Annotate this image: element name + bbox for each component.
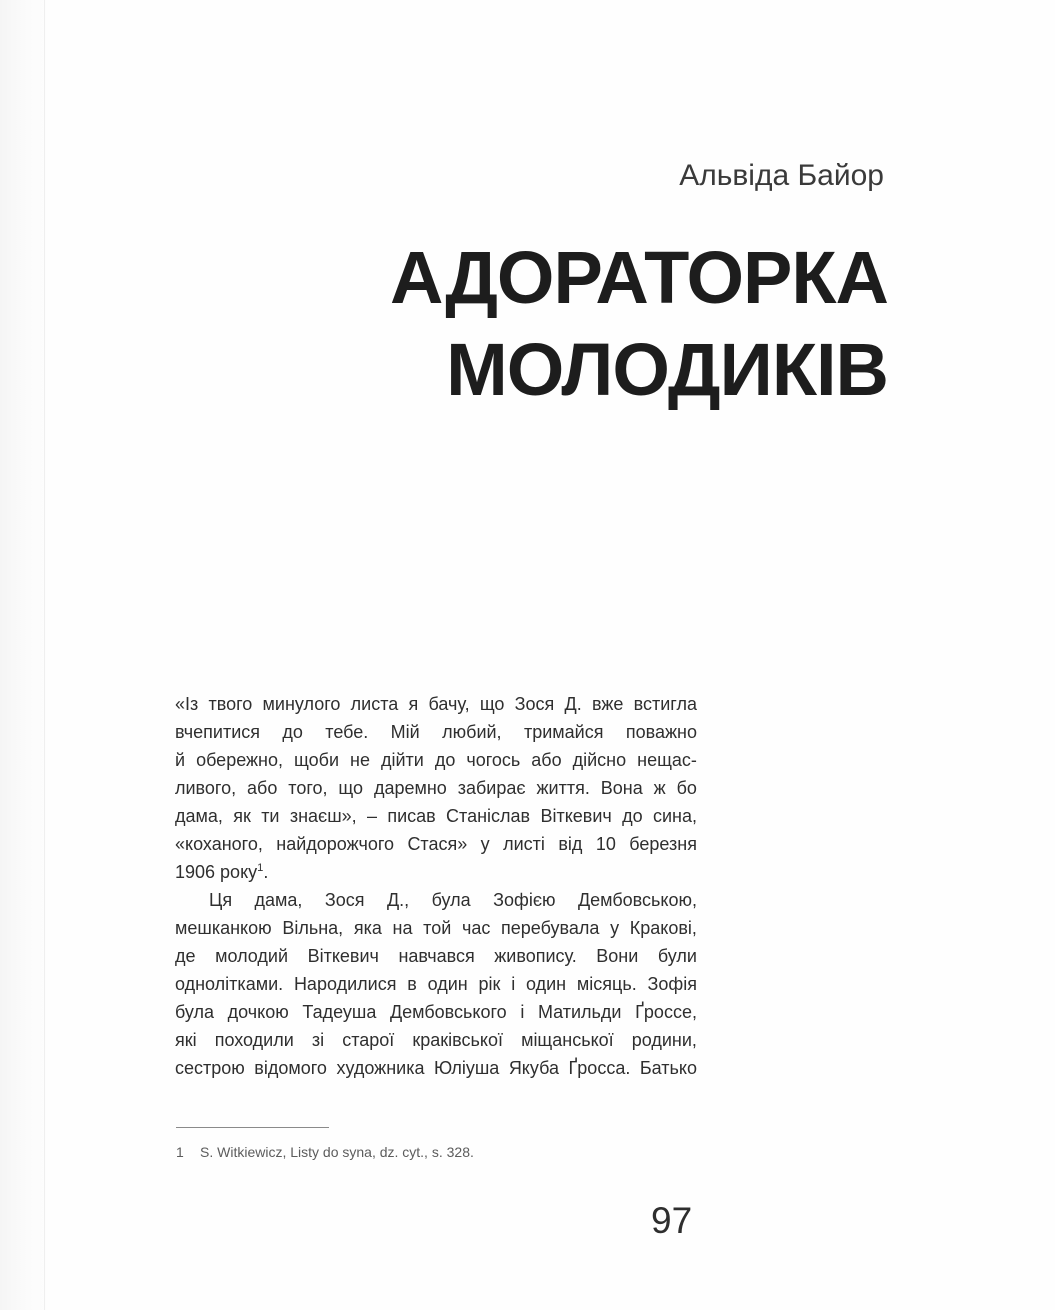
scan-edge-line — [44, 0, 45, 1310]
body-line: ливого, або того, що даремно забирає життя. Вона ж бо — [175, 778, 697, 798]
footnote-text: S. Witkiewicz, Listy do syna, dz. cyt., s. 328. — [200, 1144, 474, 1160]
title-line-2: МОЛОДИКІВ — [446, 328, 888, 411]
scan-edge-shading — [0, 0, 46, 1310]
page-author: Альвіда Байор — [679, 159, 884, 192]
body-line: 1906 року$^1$. — [175, 862, 269, 882]
body-text — [175, 690, 697, 1082]
body-line: «коханого, найдорожчого Стася» у листі від 10 березня — [175, 834, 697, 854]
body-line: однолітками. Народилися в один рік і один місяць. Зофія — [175, 974, 697, 994]
body-line: які походили зі старої краківської міщанської родини, — [175, 1030, 697, 1050]
body-line: й обережно, щоби не дійти до чогось або дійсно нещас- — [175, 750, 697, 770]
body-line: була дочкою Тадеуша Дембовського і Матильди Ґроссе, — [175, 1002, 697, 1022]
body-line: де молодий Віткевич навчався живопису. Вони були — [175, 946, 697, 966]
body-line: дама, як ти знаєш», – писав Станіслав Віткевич до сина, — [175, 806, 697, 826]
footnote — [176, 1142, 474, 1162]
body-line: «Із твого минулого листа я бачу, що Зося Д. вже встигла — [175, 694, 697, 714]
page-number: 97 — [651, 1200, 693, 1241]
footnote-rule — [176, 1127, 329, 1128]
footnote-reference: 1 — [257, 862, 264, 874]
body-line: вчепитися до тебе. Мій любий, тримайся поважно — [175, 722, 697, 742]
body-line: мешканкою Вільна, яка на той час перебувала у Кракові, — [175, 918, 697, 938]
body-line: сестрою відомого художника Юліуша Якуба Ґросса. Батько — [175, 1058, 697, 1078]
body-line: Ця дама, Зося Д., була Зофією Дембовською, — [209, 890, 697, 910]
title-line-1: АДОРАТОРКА — [390, 236, 888, 319]
page-title — [390, 232, 888, 416]
footnote-marker: 1 — [176, 1144, 184, 1160]
